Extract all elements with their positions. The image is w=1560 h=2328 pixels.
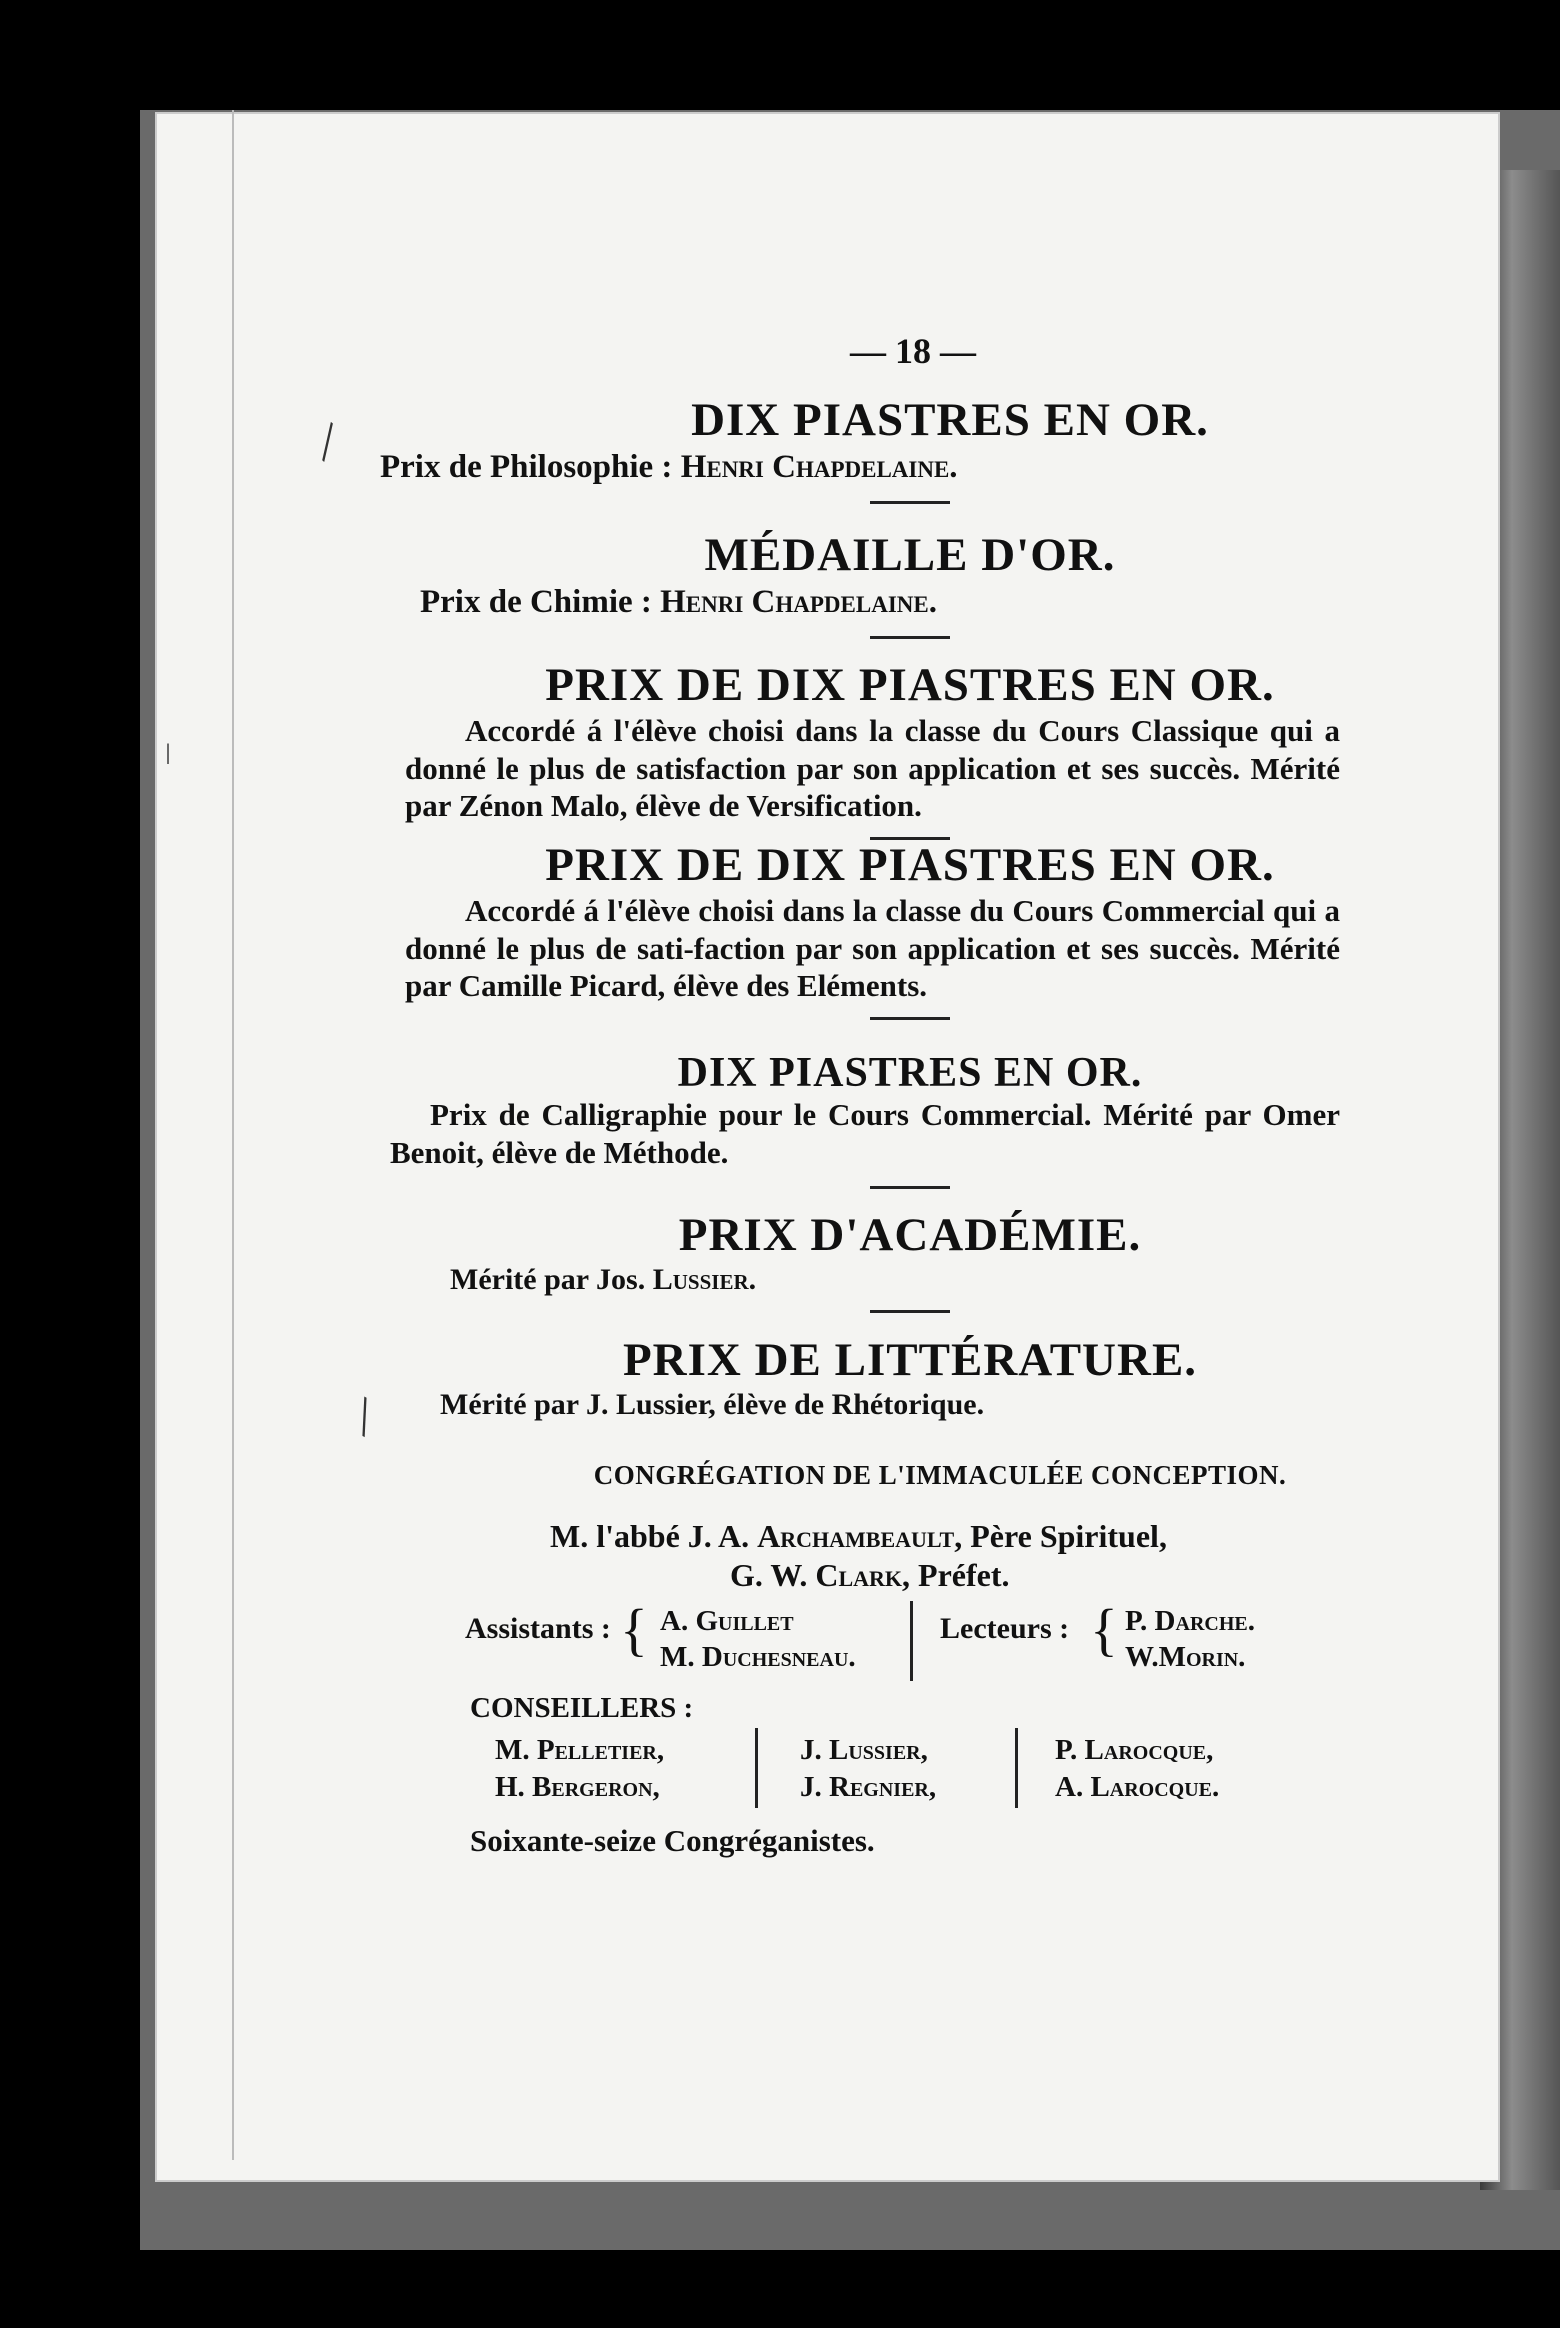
section-text (450, 1262, 1350, 1299)
section-text: Accordé á l'élève choisi dans la classe du Cours Classique qui a donné le plus de satisfaction par son application et ses succès. Mérité par Zénon Malo, élève de Versification. (405, 712, 1340, 824)
section-title: PRIX DE DIX PIASTRES EN OR. (545, 839, 1275, 891)
stray-mark: ǀ (165, 738, 172, 771)
role: Préfet. (910, 1557, 1010, 1594)
prize-label: Mérité par Jos. (450, 1262, 653, 1296)
section-philosophie (380, 394, 1350, 504)
conseillers-col-2 (800, 1732, 936, 1805)
lecteurs-list (1125, 1603, 1255, 1676)
column-divider (910, 1601, 913, 1681)
prize-label: Prix de Chimie : (420, 583, 661, 620)
divider (870, 1310, 950, 1313)
divider (870, 636, 950, 639)
winner-name: Henri Chapdelaine. (660, 583, 937, 620)
section-title: MÉDAILLE D'OR. (704, 529, 1116, 581)
section-cours-classique (405, 659, 1350, 840)
section-title: PRIX DE DIX PIASTRES EN OR. (545, 659, 1275, 711)
section-title: DIX PIASTRES EN OR. (677, 1050, 1143, 1096)
section-litterature (440, 1334, 1350, 1423)
section-title: PRIX D'ACADÉMIE. (678, 1209, 1142, 1261)
conseillers-block (470, 1728, 1350, 1818)
officers-block (465, 1597, 1350, 1691)
stray-mark: ╲ (309, 424, 345, 461)
lecteur-name: W.Morin. (1125, 1641, 1246, 1674)
conseiller-name: J. Regnier, (800, 1770, 937, 1803)
section-cours-commercial (405, 839, 1350, 1020)
section-title: DIX PIASTRES EN OR. (691, 394, 1209, 446)
divider (870, 1186, 950, 1189)
section-chimie (420, 529, 1350, 639)
person-name: Clark, (815, 1557, 911, 1594)
winner-name: Henri Chapdelaine. (680, 448, 958, 485)
section-text: Accordé á l'élève choisi dans la classe du Cours Commercial qui a donné le plus de sati-faction par son application et ses succès. Mérité par Camille Picard, élève des Eléments. (405, 892, 1340, 1004)
congregation-section (465, 1460, 1350, 1860)
brace-icon: { (620, 1597, 648, 1663)
conseiller-name: A. Larocque. (1055, 1770, 1220, 1803)
section-text: Prix de Calligraphie pour le Cours Commercial. Mérité par Omer Benoit, élève de Méthode. (390, 1097, 1340, 1170)
person-name: Archambeault, (757, 1518, 963, 1554)
assistant-name: A. Guillet (660, 1605, 794, 1638)
role: Père Spirituel, (962, 1518, 1167, 1554)
assistants-label: Assistants : (465, 1612, 611, 1646)
stray-mark: ╲ (347, 1398, 381, 1437)
conseiller-name: J. Lussier, (800, 1734, 928, 1767)
assistants-list (660, 1603, 856, 1676)
divider (870, 501, 950, 504)
lecteur-name: P. Darche. (1125, 1605, 1255, 1638)
brace-icon: { (1090, 1597, 1118, 1663)
lecteurs-label: Lecteurs : (940, 1612, 1070, 1646)
conseillers-col-1 (495, 1732, 664, 1805)
section-text: Mérité par J. Lussier, élève de Rhétorique. (440, 1387, 985, 1421)
assistant-name: M. Duchesneau. (660, 1641, 856, 1674)
winner-name: Lussier. (652, 1262, 757, 1296)
spiritual-father-line (550, 1517, 1350, 1556)
conseiller-name: H. Bergeron, (495, 1770, 660, 1803)
conseillers-label: CONSEILLERS : (470, 1692, 694, 1725)
column-divider (1015, 1728, 1018, 1808)
column-divider (755, 1728, 758, 1808)
conseiller-name: M. Pelletier, (495, 1734, 665, 1767)
section-calligraphie (390, 1050, 1350, 1189)
prize-label: Prix de Philosophie : (380, 448, 681, 485)
congregation-footer: Soixante-seize Congréganistes. (470, 1823, 875, 1859)
section-academie (450, 1209, 1350, 1313)
conseiller-name: P. Larocque, (1055, 1734, 1214, 1767)
section-title: PRIX DE LITTÉRATURE. (622, 1334, 1198, 1386)
prefect-line (730, 1556, 1350, 1595)
conseillers-col-3 (1055, 1732, 1219, 1805)
divider (870, 1017, 950, 1020)
page-fold-line (232, 110, 234, 2160)
line-prefix: G. W. (730, 1557, 816, 1594)
section-text (380, 447, 1350, 487)
congregation-title: CONGRÉGATION DE L'IMMACULÉE CONCEPTION. (593, 1460, 1287, 1490)
page-number: — 18 — (850, 331, 976, 371)
section-text (420, 582, 1350, 622)
line-prefix: M. l'abbé J. A. (550, 1518, 758, 1554)
